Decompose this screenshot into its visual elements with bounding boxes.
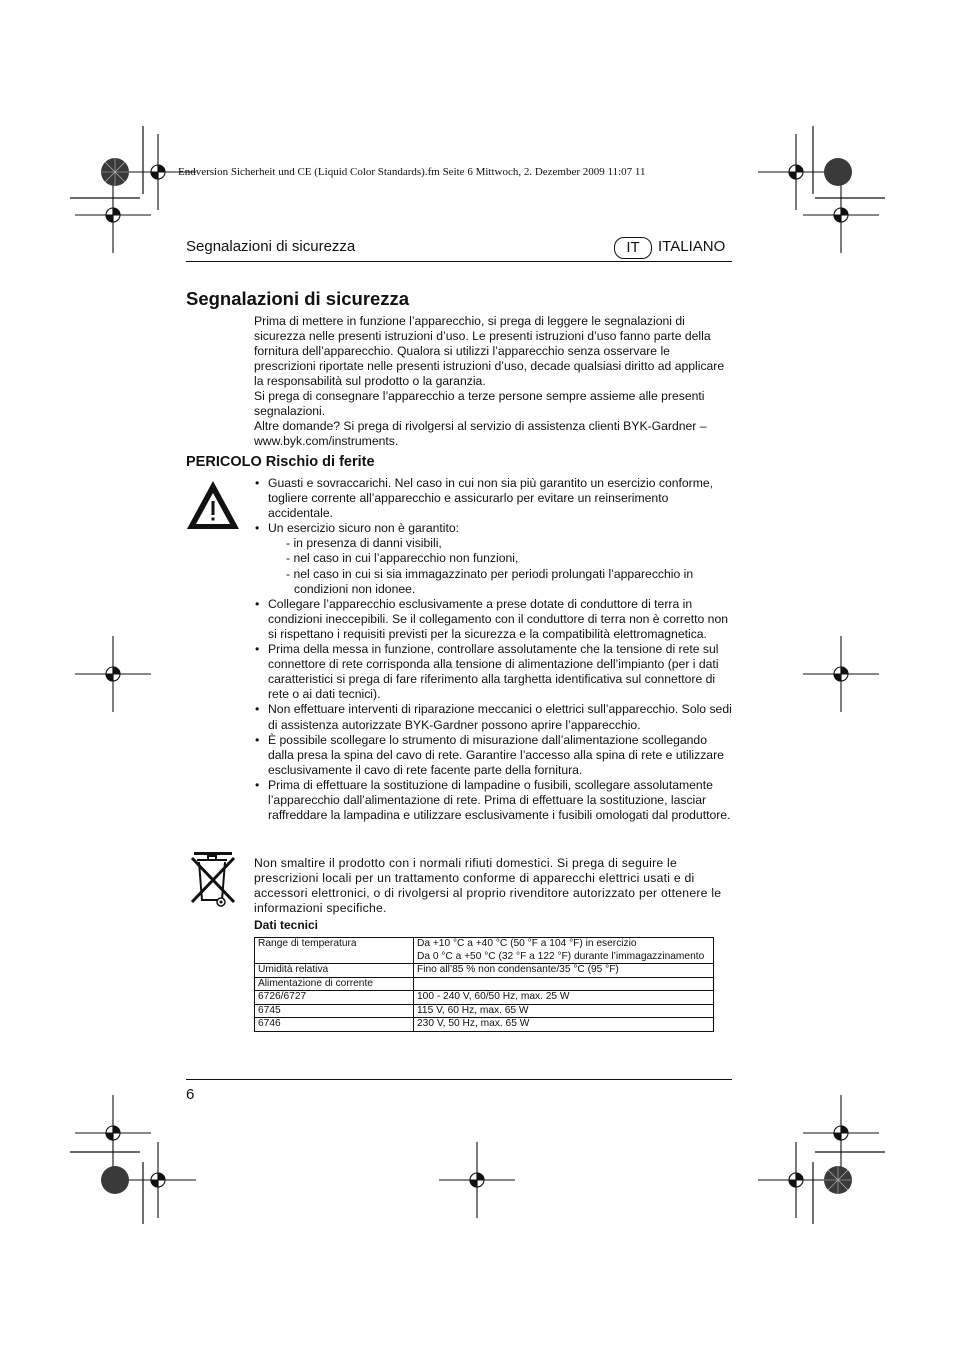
intro-text: [254, 314, 732, 449]
table-cell-value: [414, 977, 714, 991]
print-header: Endversion Sicherheit und CE (Liquid Color Standards).fm Seite 6 Mittwoch, 2. Dezember 2009 11:07 11: [178, 166, 646, 178]
table-row: [255, 991, 714, 1005]
danger-list: [254, 476, 732, 823]
sub-list-item: - in presenza di danni visibili,: [286, 536, 442, 551]
sub-list-item: - nel caso in cui l’apparecchio non funzioni,: [286, 551, 519, 566]
table-cell-label: Range di temperatura: [255, 938, 414, 964]
list-item: • Guasti e sovraccarichi. Nel caso in cui non sia più garantito un esercizio conforme, togliere corrente all’apparecchio e assicurarlo per evitare un reinserimento accidentale.: [254, 476, 732, 521]
disposal-notice: Non smaltire il prodotto con i normali rifiuti domestici. Si prega di seguire le prescrizioni locali per un trattamento conforme di apparecchi elettrici usati e di accessori elettronici, o di rivolgersi al proprio rivenditore autorizzato per ottenere le informazioni specifiche.: [254, 856, 722, 915]
page-title: Segnalazioni di sicurezza: [186, 288, 410, 309]
sub-list: [268, 536, 732, 596]
language-code-badge: IT: [614, 237, 652, 259]
table-row: [255, 1004, 714, 1018]
list-item: • Prima della messa in funzione, controllare assolutamente che la tensione di rete sul connettore di rete corrisponda alla tensione di alimentazione dell’impianto (per i dati caratteristici si prega di fare riferimento alla targhetta identificativa sul connettore di rete o ai dati tecnici).: [254, 642, 732, 702]
running-header-title: Segnalazioni di sicurezza: [186, 238, 356, 255]
list-item-text: Un esercizio sicuro non è garantito:: [268, 521, 460, 536]
table-cell-label: Umidità relativa: [255, 964, 414, 978]
table-row: [255, 1018, 714, 1032]
warning-triangle-icon: [185, 479, 241, 531]
list-item: • Non effettuare interventi di riparazione meccanici o elettrici sull’apparecchio. Solo sedi di assistenza autorizzate BYK-Gardner possono aprire l’apparecchio.: [254, 702, 732, 732]
intro-paragraph: Altre domande? Si prega di rivolgersi al servizio di assistenza clienti BYK-Gardner – www.byk.com/instruments.: [254, 419, 707, 448]
table-cell-value: 115 V, 60 Hz, max. 65 W: [414, 1004, 714, 1018]
tech-data-table: [254, 937, 714, 1032]
list-item: [254, 521, 732, 596]
table-cell-value: 100 - 240 V, 60/50 Hz, max. 25 W: [414, 991, 714, 1005]
table-row: [255, 977, 714, 991]
table-cell-value: [414, 938, 714, 964]
footer-rule: [186, 1079, 732, 1080]
danger-heading: PERICOLO Rischio di ferite: [186, 454, 375, 470]
intro-paragraph: Si prega di consegnare l’apparecchio a terze persone sempre assieme alle presenti segnalazioni.: [254, 389, 705, 418]
table-cell-label: 6726/6727: [255, 991, 414, 1005]
table-row: [255, 938, 714, 964]
intro-paragraph: Prima di mettere in funzione l’apparecchio, si prega di leggere le segnalazioni di sicurezza nelle presenti istruzioni d’uso. Le presenti istruzioni d’uso fanno parte della fornitura dell’apparecchio. Qualora si utilizzi l’apparecchio senza osservare le prescrizioni riportate nelle presenti istruzioni d’uso, decade qualsiasi diritto ad applicare la responsabilità sul prodotto o la garanzia.: [254, 314, 725, 388]
list-item: • È possibile scollegare lo strumento di misurazione dall’alimentazione scollegando dalla presa la spina del cavo di rete. Garantire l’accesso alla spina di rete e utilizzare esclusivamente il cavo di rete facente parte della fornitura.: [254, 733, 732, 778]
header-rule: [186, 261, 732, 262]
language-name: ITALIANO: [658, 238, 726, 255]
table-cell-value: 230 V, 50 Hz, max. 65 W: [414, 1018, 714, 1032]
tech-data-heading: Dati tecnici: [254, 918, 319, 932]
value-line: Da 0 °C a +50 °C (32 °F a 122 °F) durante l’immagazzinamento: [417, 950, 705, 962]
table-cell-label: Alimentazione di corrente: [255, 977, 414, 991]
table-row: [255, 964, 714, 978]
table-cell-label: 6746: [255, 1018, 414, 1032]
value-line: Da +10 °C a +40 °C (50 °F a 104 °F) in esercizio: [417, 938, 637, 949]
list-item: • Prima di effettuare la sostituzione di lampadine o fusibili, scollegare assolutamente l’apparecchio dall’alimentazione di rete. Prima di effettuare la sostituzione, lasciar raffreddare la lampadina e utilizzare esclusivamente i fusibili omologati dal produttore.: [254, 778, 732, 823]
page-number: 6: [186, 1086, 195, 1103]
list-item: • Collegare l’apparecchio esclusivamente a prese dotate di conduttore di terra in condizioni ineccepibili. Se il collegamento con il conduttore di terra non è corretto non si rispettano i requisiti previsti per la sicurezza e la compatibilità elettromagnetica.: [254, 597, 732, 642]
crossed-out-bin-icon: [188, 848, 238, 908]
table-cell-label: 6745: [255, 1004, 414, 1018]
table-cell-value: Fino all’85 % non condensante/35 °C (95 °F): [414, 964, 714, 978]
sub-list-item: - nel caso in cui si sia immagazzinato per periodi prolungati l’apparecchio in condizioni non idonee.: [286, 566, 694, 596]
